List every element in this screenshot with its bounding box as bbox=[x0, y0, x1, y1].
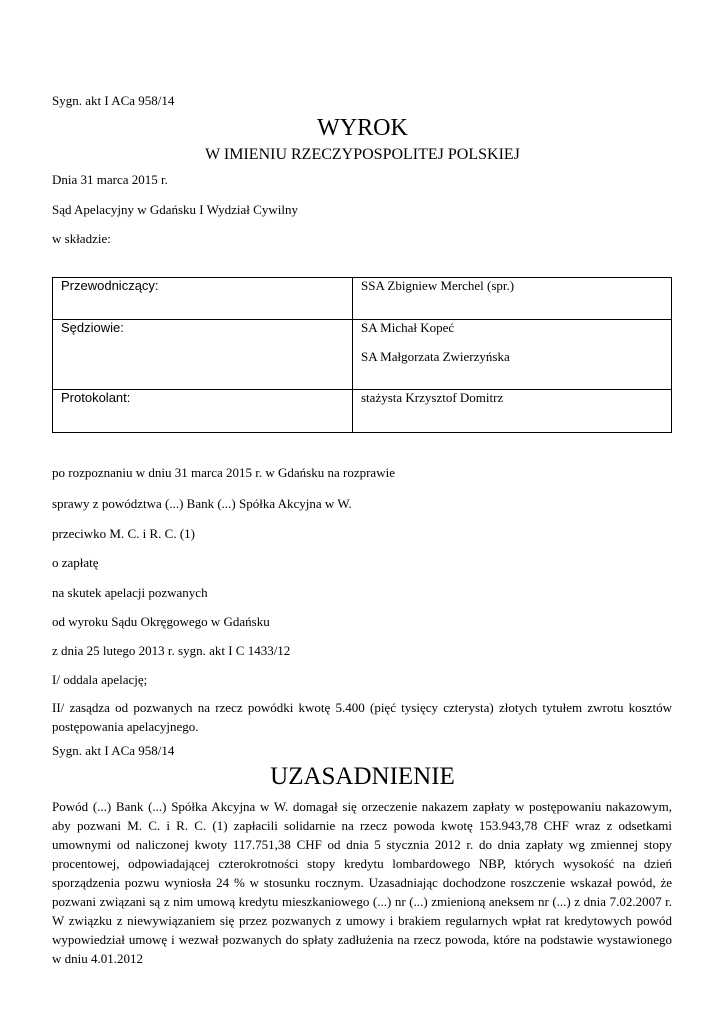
court-panel-table bbox=[52, 277, 672, 433]
panel-names bbox=[353, 390, 672, 433]
ruling-ii: II/ zasądza od pozwanych na rzecz powódki kwotę 5.400 (pięć tysięcy czterysta) złotych tytułem zwrotu kosztów postępowania apelacyjnego. bbox=[52, 700, 672, 734]
proceedings-line: na skutek apelacji pozwanych bbox=[52, 585, 208, 600]
document-title: WYROK bbox=[317, 115, 408, 141]
panel-role: Protokolant: bbox=[53, 390, 353, 433]
proceedings-line: z dnia 25 lutego 2013 r. sygn. akt I C 1433/12 bbox=[52, 643, 291, 658]
panel-name: stażysta Krzysztof Domitrz bbox=[361, 390, 504, 405]
ruling-i: I/ oddala apelację; bbox=[52, 672, 148, 687]
panel-name: SA Michał Kopeć bbox=[361, 320, 455, 335]
composition-label: w składzie: bbox=[52, 231, 111, 246]
panel-row-judges bbox=[53, 320, 672, 390]
proceedings-line: o zapłatę bbox=[52, 555, 99, 570]
court-name: Sąd Apelacyjny w Gdańsku I Wydział Cywilny bbox=[52, 202, 298, 217]
justification-title: UZASADNIENIE bbox=[270, 763, 455, 790]
proceedings-line: po rozpoznaniu w dniu 31 marca 2015 r. w Gdańsku na rozprawie bbox=[52, 465, 395, 480]
proceedings-line: od wyroku Sądu Okręgowego w Gdańsku bbox=[52, 614, 270, 629]
panel-row-chair bbox=[53, 278, 672, 320]
case-signature-top: Sygn. akt I ACa 958/14 bbox=[52, 93, 175, 108]
panel-names bbox=[353, 278, 672, 320]
panel-names bbox=[353, 320, 672, 390]
case-signature-justification: Sygn. akt I ACa 958/14 bbox=[52, 743, 175, 758]
proceedings-line: przeciwko M. C. i R. C. (1) bbox=[52, 526, 195, 541]
panel-row-clerk bbox=[53, 390, 672, 433]
panel-role: Sędziowie: bbox=[53, 320, 353, 390]
document-subtitle: W IMIENIU RZECZYPOSPOLITEJ POLSKIEJ bbox=[205, 146, 520, 163]
proceedings-line: sprawy z powództwa (...) Bank (...) Spółka Akcyjna w W. bbox=[52, 496, 352, 511]
panel-role: Przewodniczący: bbox=[53, 278, 353, 320]
justification-paragraph: Powód (...) Bank (...) Spółka Akcyjna w W. domagał się orzeczenie nakazem zapłaty w postępowaniu nakazowym, aby pozwani M. C. i R. C. (1) zapłacili solidarnie na rzecz powoda kwotę 153.943,78 CHF wraz z odsetkami umownymi od naliczonej kwoty 117.751,38 CHF od dnia 5 stycznia 2012 r. do dnia zapłaty wg zmiennej stopy procentowej, odpowiadającej czterokrotności stopy kredytu lombardowego NBP, których wysokość na dzień sporządzenia pozwu wyniosła 24 % w stosunku rocznym. Uzasadniając dochodzone roszczenie wskazał powód, że pozwani związani są z nim umową kredytu mieszkaniowego (...) nr (...) zmienioną aneksem nr (...) z dnia 7.02.2007 r. W związku z niewywiązaniem się przez pozwanych z umowy i brakiem regularnych wpłat rat kredytowych powód wypowiedział umowę i wezwał pozwanych do spłaty zadłużenia na rzecz powoda, które na podstawie wystawionego w dniu 4.01.2012 bbox=[52, 799, 672, 966]
panel-name: SA Małgorzata Zwierzyńska bbox=[361, 349, 510, 364]
panel-name: SSA Zbigniew Merchel (spr.) bbox=[361, 278, 515, 293]
judgment-date: Dnia 31 marca 2015 r. bbox=[52, 172, 168, 187]
